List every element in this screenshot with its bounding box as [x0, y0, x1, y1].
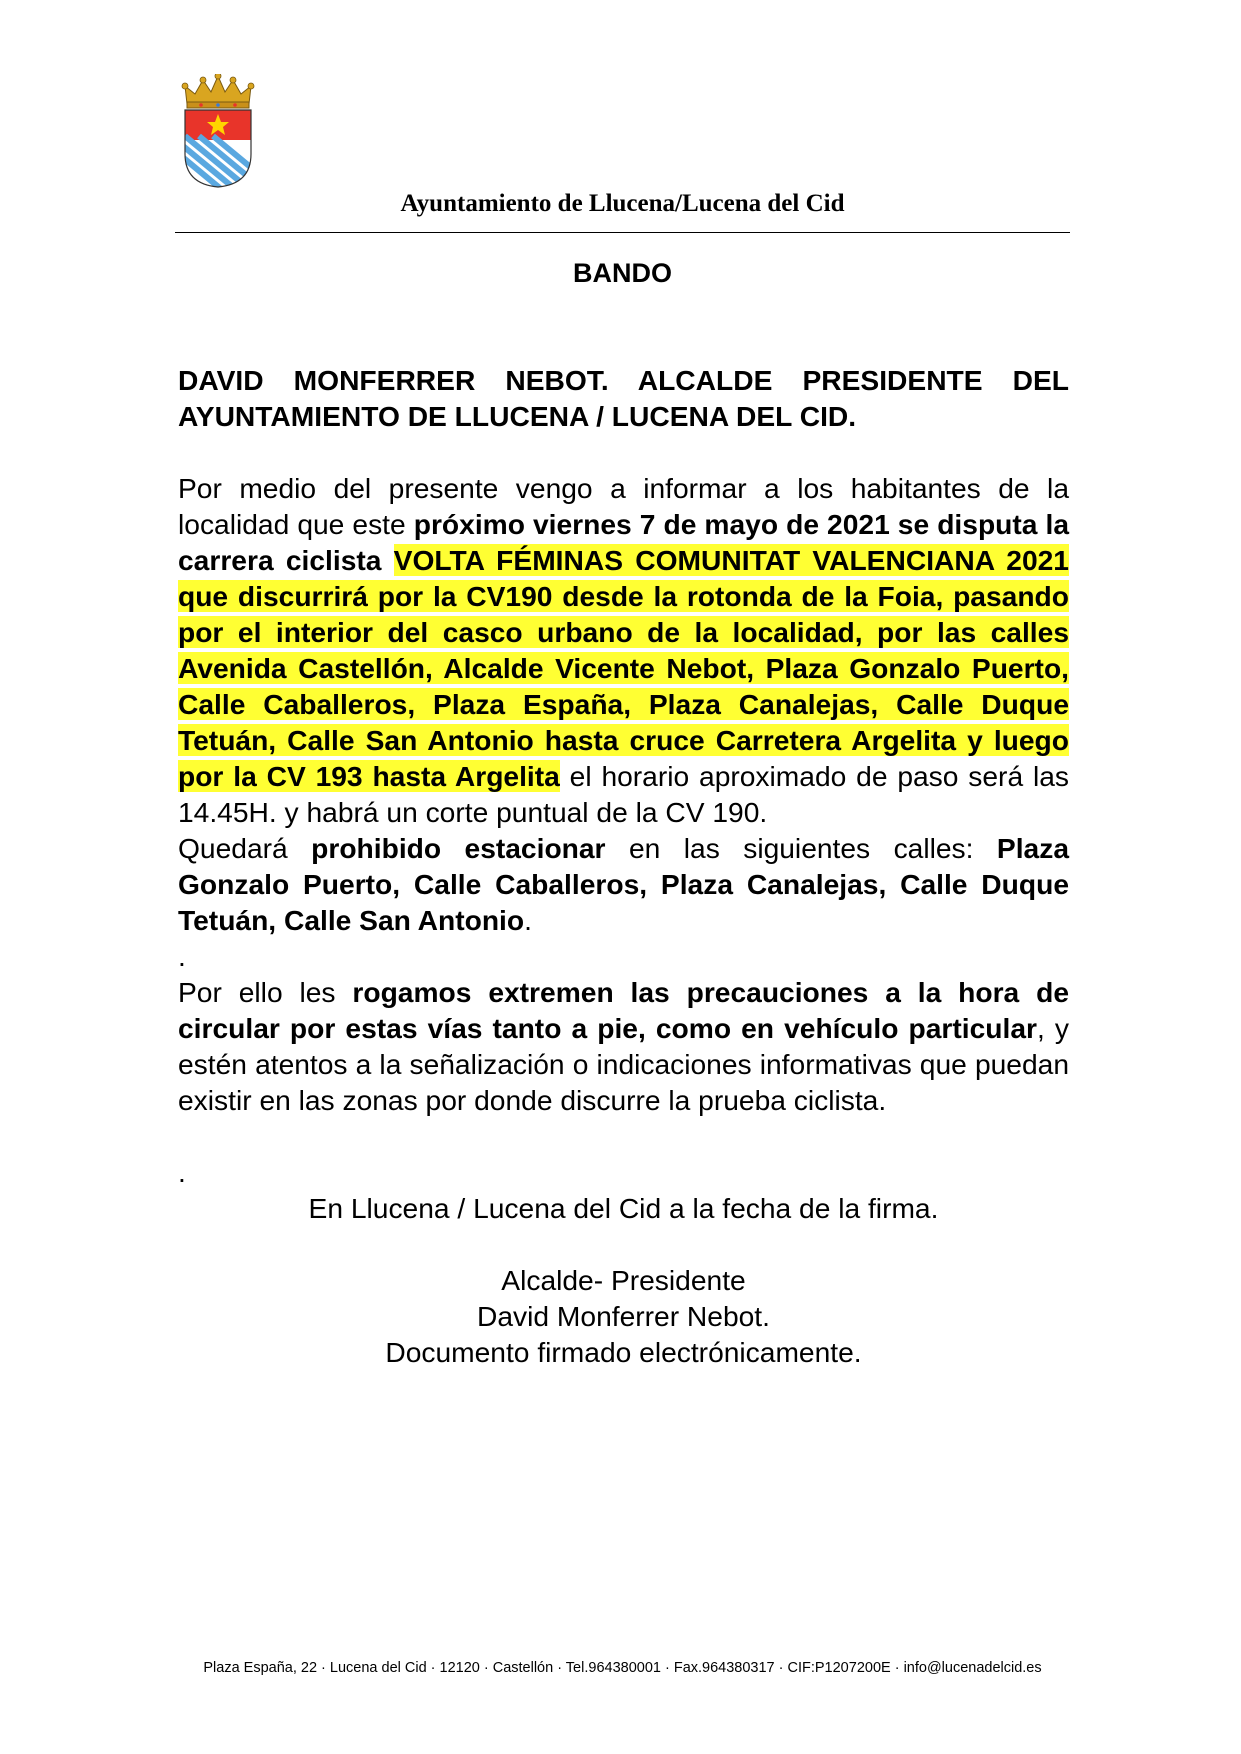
paragraph-parking — [178, 830, 1069, 938]
organization-title: Ayuntamiento de Llucena/Lucena del Cid — [400, 190, 845, 217]
spacer — [178, 434, 1069, 470]
parking-prohibited: prohibido estacionar — [311, 832, 606, 864]
signature-name: David Monferrer Nebot. — [477, 1300, 770, 1332]
parking-text-3: . — [524, 904, 532, 936]
precautions-text-2: , y estén atentos a la señalización o indicaciones informativas que puedan existir en las zonas por donde discurre la prueba ciclista. — [178, 1012, 1070, 1116]
spacer — [178, 1226, 1069, 1262]
header-divider — [175, 232, 1070, 233]
paragraph-precautions — [178, 974, 1069, 1118]
precautions-text-1: Por ello les — [178, 976, 353, 1008]
separator-dot: . — [178, 940, 186, 972]
document-body — [178, 362, 1069, 1370]
crown-icon — [182, 74, 254, 108]
footer-contact: Plaza España, 22 · Lucena del Cid · 12120 · Castellón · Tel.964380001 · Fax.964380317 · CIF:P1207200E · info@lucenadelcid.es — [203, 1660, 1042, 1676]
parking-text-1: Quedará — [178, 832, 312, 864]
paragraph-announcement — [178, 470, 1069, 830]
announcement-route-highlight: VOLTA FÉMINAS COMUNITAT VALENCIANA 2021 que discurrirá por la CV190 desde la rotonda de la Foia, pasando por el interior del casco urbano de la localidad, por las calles Avenida Castellón, Alcalde Vicente Nebot, Plaza Gonzalo Puerto, Calle Caballeros, Plaza España, Plaza Canalejas, Calle Duque Tetuán, Calle San Antonio hasta cruce Carretera Argelita y luego por la CV 193 hasta Argelita — [178, 544, 1069, 792]
announcement-date: próximo viernes 7 de mayo de 2021 se disputa la carrera ciclista — [178, 508, 1069, 576]
closing-line: En Llucena / Lucena del Cid a la fecha de la firma. — [308, 1192, 939, 1224]
announcement-text-1: Por medio del presente vengo a informar a los habitantes de la localidad que este — [178, 472, 1069, 540]
parking-text-2: en las siguientes calles: — [605, 832, 997, 864]
coat-of-arms-logo — [181, 74, 255, 188]
mayor-heading: DAVID MONFERRER NEBOT. ALCALDE PRESIDENTE DEL AYUNTAMIENTO DE LLUCENA / LUCENA DEL CID. — [178, 364, 1069, 432]
separator-dot: . — [178, 1156, 186, 1188]
spacer — [178, 1118, 1069, 1154]
parking-streets: Plaza Gonzalo Puerto, Calle Caballeros, Plaza Canalejas, Calle Duque Tetuán, Calle San Antonio — [178, 832, 1070, 936]
signature-role: Alcalde- Presidente — [501, 1264, 746, 1296]
announcement-text-2: el horario aproximado de paso será las 14.45H. y habrá un corte puntual de la CV 190. — [178, 760, 1069, 828]
signature-note: Documento firmado electrónicamente. — [385, 1336, 862, 1368]
precautions-emphasis: rogamos extremen las precauciones a la hora de circular por estas vías tanto a pie, como en vehículo particular — [178, 976, 1069, 1044]
document-title: BANDO — [573, 258, 672, 288]
